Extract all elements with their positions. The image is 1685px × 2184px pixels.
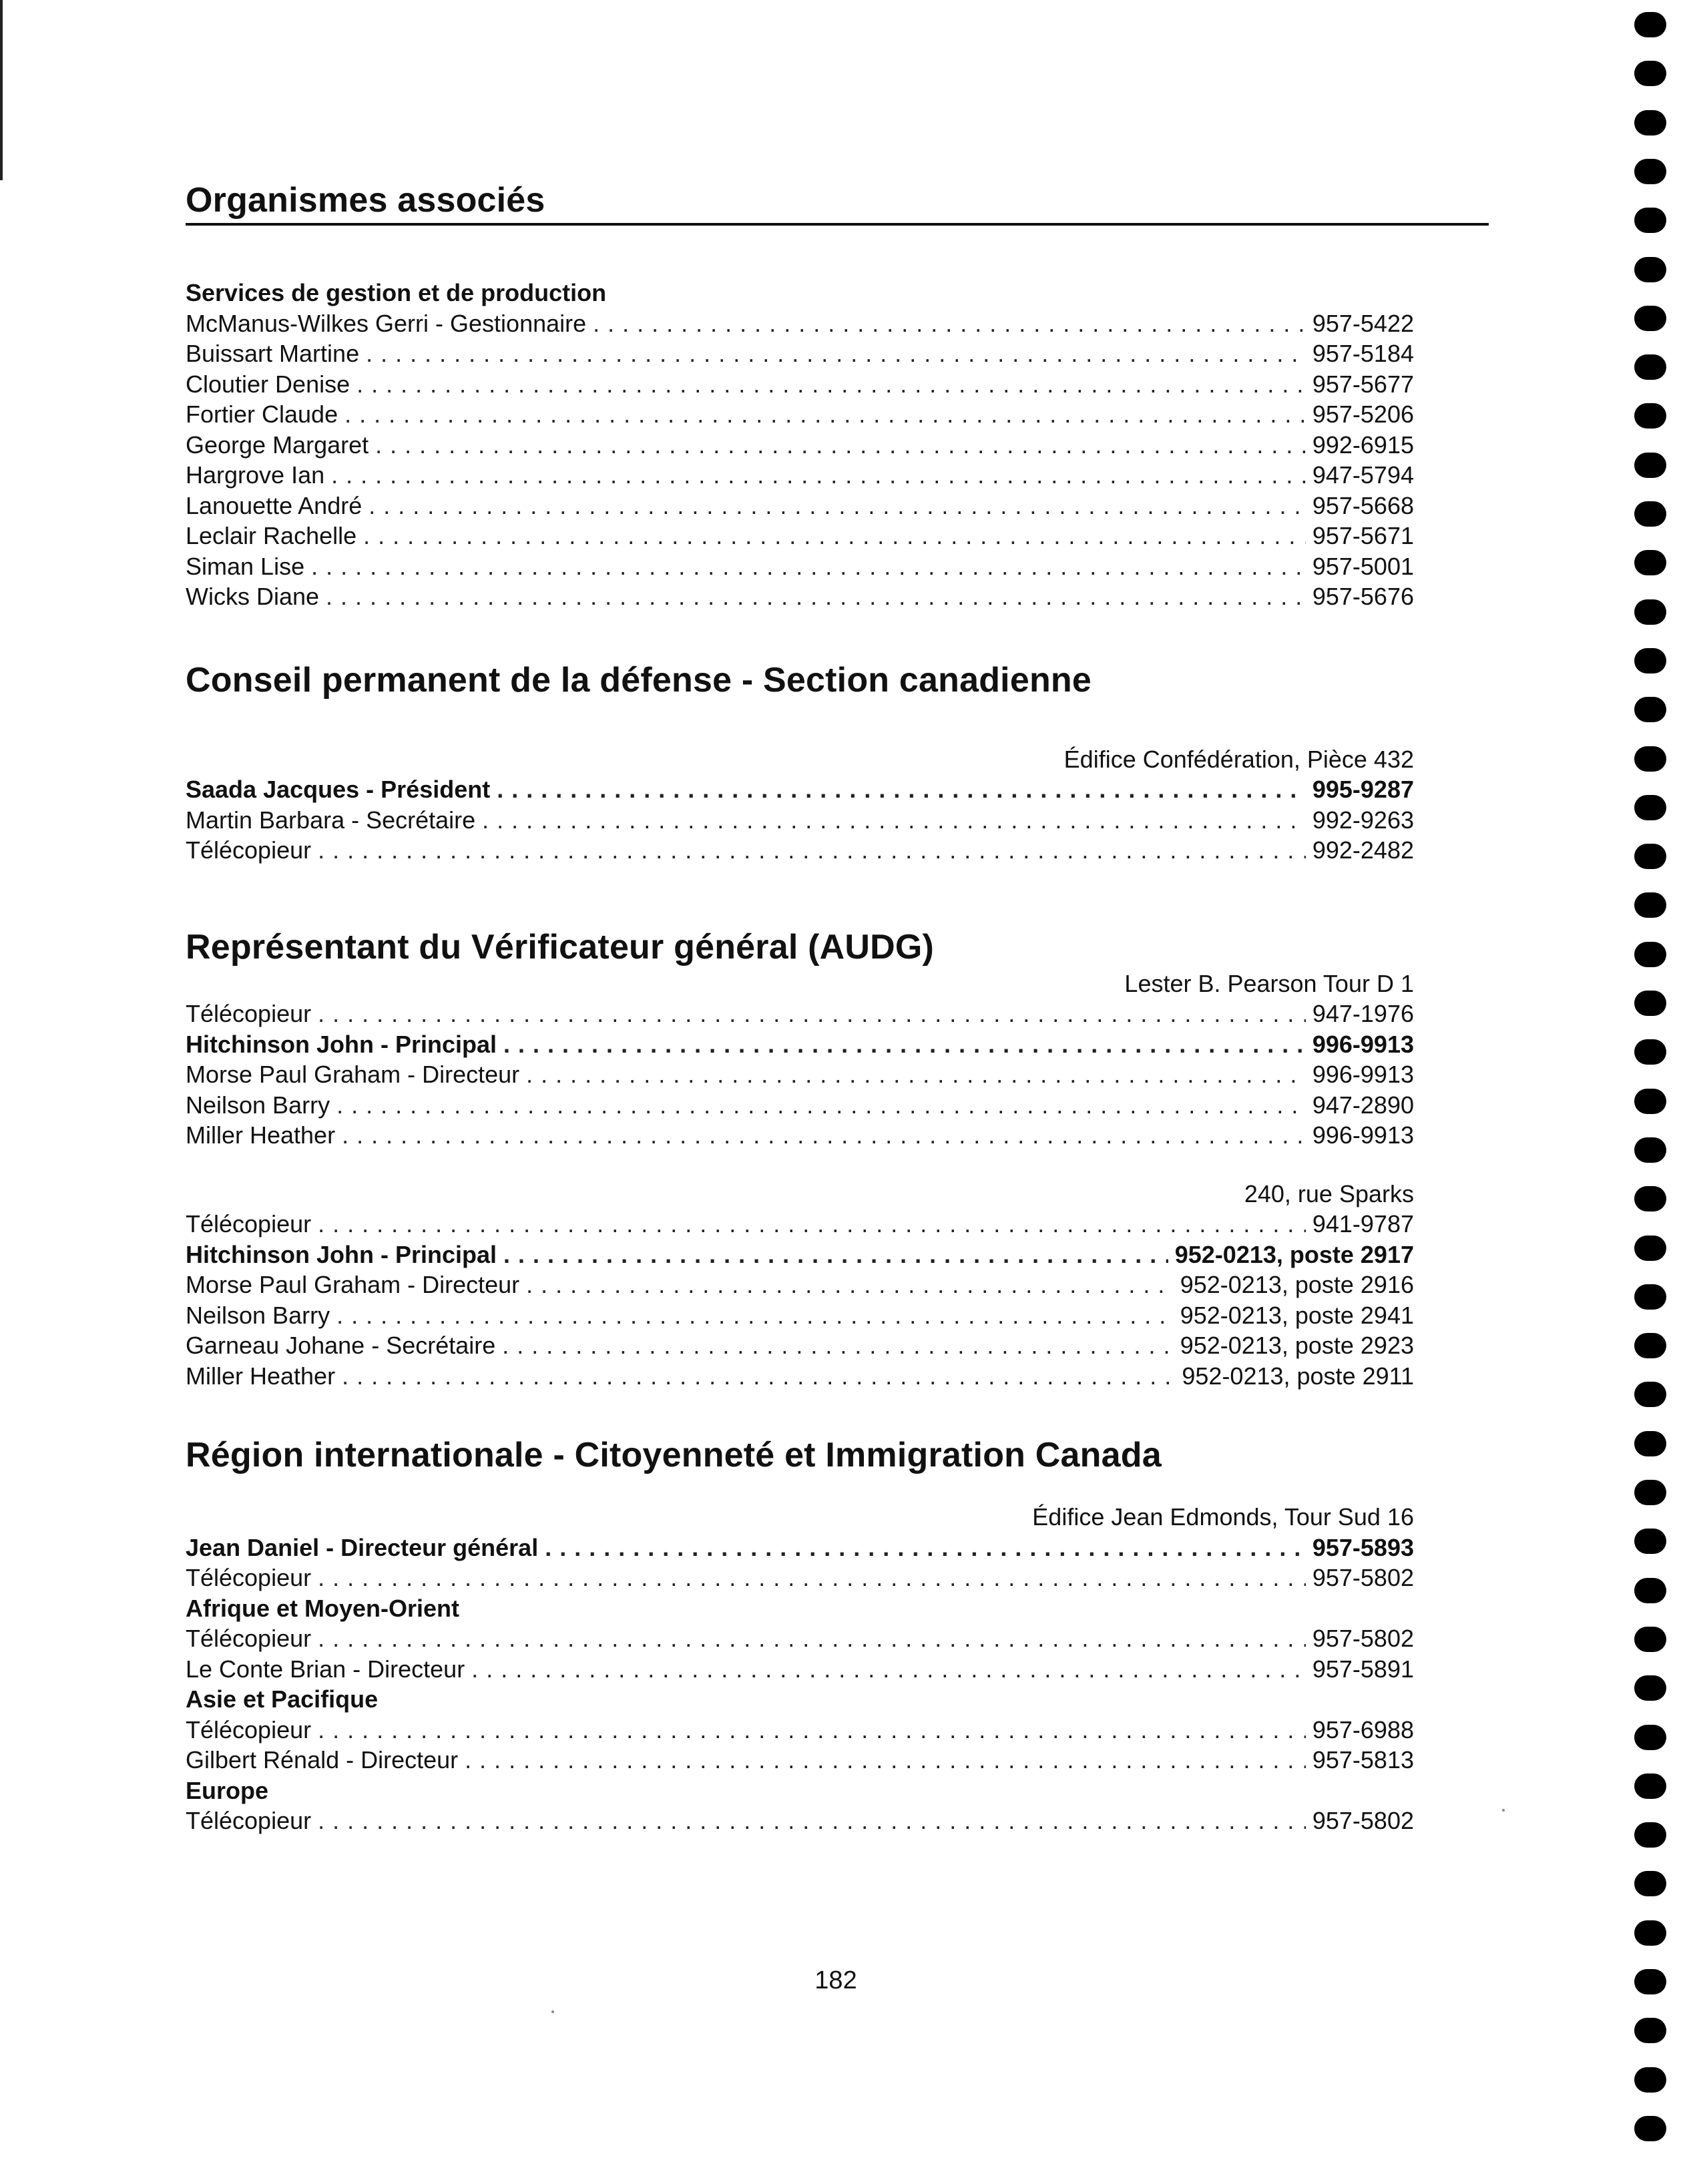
- entry-phone: 952-0213, poste 2911: [1182, 1362, 1414, 1390]
- entry-phone: 957-5671: [1312, 522, 1414, 549]
- office-address: 240, rue Sparks: [1244, 1179, 1414, 1207]
- dot-leader: [318, 999, 1306, 1029]
- directory-entry: [186, 1715, 1414, 1745]
- directory-entry: [186, 1029, 1414, 1060]
- dot-leader: [318, 835, 1306, 866]
- dot-leader: [593, 308, 1306, 339]
- directory-entry: [186, 1654, 1414, 1685]
- dot-leader: [331, 460, 1306, 491]
- entry-phone: 952-0213, poste 2916: [1180, 1271, 1414, 1298]
- entry-group: [186, 278, 1414, 612]
- binding-hole: [1634, 942, 1666, 967]
- page-content: [186, 179, 1414, 1836]
- binding-hole: [1634, 1089, 1666, 1114]
- dot-leader: [545, 1533, 1306, 1563]
- entry-group: [186, 1179, 1414, 1392]
- entry-name: Télécopieur: [186, 1625, 312, 1652]
- entry-phone: 996-9913: [1312, 1061, 1414, 1088]
- binding-hole: [1634, 1822, 1666, 1848]
- entry-group: [186, 1593, 1414, 1685]
- dot-leader: [526, 1059, 1306, 1090]
- entry-name: Télécopieur: [186, 1000, 312, 1027]
- entry-name: Hargrove Ian: [186, 461, 325, 489]
- directory-entry: [186, 430, 1414, 461]
- dot-leader: [366, 338, 1306, 369]
- entry-phone: 957-5891: [1312, 1655, 1414, 1683]
- directory-entry: [186, 1120, 1414, 1151]
- binding-hole: [1634, 599, 1666, 625]
- directory-section: [186, 1434, 1414, 1836]
- binding-hole: [1634, 1236, 1666, 1261]
- directory-entry: [186, 491, 1414, 521]
- entry-phone: 957-5676: [1312, 583, 1414, 610]
- entry-name: Siman Lise: [186, 552, 305, 580]
- directory-entry: [186, 1240, 1414, 1270]
- dot-leader: [375, 430, 1306, 461]
- directory-entry: [186, 399, 1414, 430]
- entry-name: Miller Heather: [186, 1362, 336, 1390]
- binding-hole: [1634, 795, 1666, 820]
- binding-hole: [1634, 1773, 1666, 1799]
- binding-hole: [1634, 991, 1666, 1016]
- entry-phone: 952-0213, poste 2923: [1180, 1332, 1414, 1359]
- entry-phone: 957-5893: [1312, 1533, 1414, 1561]
- entry-phone: 952-0213, poste 2941: [1180, 1301, 1414, 1329]
- binding-hole: [1634, 61, 1666, 86]
- directory-entry: [186, 308, 1414, 339]
- binding-hole: [1634, 12, 1666, 37]
- directory-entry: [186, 1270, 1414, 1300]
- entry-phone: 992-6915: [1312, 431, 1414, 459]
- entry-phone: 952-0213, poste 2917: [1174, 1240, 1414, 1268]
- binding-hole: [1634, 1382, 1666, 1407]
- office-address: Édifice Jean Edmonds, Tour Sud 16: [1032, 1503, 1414, 1531]
- entry-phone: 957-5206: [1312, 400, 1414, 428]
- entry-name: Hitchinson John - Principal: [186, 1240, 497, 1268]
- dot-leader: [336, 1090, 1306, 1121]
- entry-group: [186, 744, 1414, 866]
- entry-group: [186, 1502, 1414, 1593]
- directory-entry: [186, 774, 1414, 805]
- entry-phone: 957-5422: [1312, 309, 1414, 337]
- binding-hole: [1634, 697, 1666, 722]
- entry-name: Gilbert Rénald - Directeur: [186, 1746, 459, 1773]
- directory-entry: [186, 999, 1414, 1029]
- dot-leader: [526, 1270, 1174, 1300]
- entry-phone: 957-5668: [1312, 491, 1414, 519]
- group-subheading: Afrique et Moyen-Orient: [186, 1594, 460, 1622]
- dot-leader: [344, 399, 1306, 430]
- dot-leader: [342, 1120, 1306, 1151]
- dot-leader: [369, 491, 1306, 521]
- binding-hole: [1634, 1333, 1666, 1358]
- entry-name: Morse Paul Graham - Directeur: [186, 1061, 520, 1088]
- binding-hole: [1634, 1578, 1666, 1603]
- directory-entry: [186, 1623, 1414, 1654]
- office-address: Édifice Confédération, Pièce 432: [1063, 745, 1414, 773]
- dot-leader: [465, 1745, 1306, 1776]
- entry-phone: 992-9263: [1312, 806, 1414, 834]
- entry-phone: 947-5794: [1312, 461, 1414, 489]
- directory-entry: [186, 1745, 1414, 1776]
- binding-hole: [1634, 1969, 1666, 1994]
- binding-hole: [1634, 648, 1666, 673]
- directory-entry: [186, 835, 1414, 866]
- directory-entry: [186, 1090, 1414, 1121]
- entry-name: Télécopieur: [186, 1807, 312, 1834]
- dot-leader: [471, 1654, 1306, 1685]
- entry-name: Cloutier Denise: [186, 370, 350, 398]
- entry-name: Morse Paul Graham - Directeur: [186, 1271, 520, 1298]
- binding-hole: [1634, 354, 1666, 380]
- entry-name: Leclair Rachelle: [186, 522, 357, 549]
- entry-phone: 957-5677: [1312, 370, 1414, 398]
- binding-hole: [1634, 1920, 1666, 1946]
- dot-leader: [482, 805, 1306, 836]
- directory-entry: [186, 1330, 1414, 1361]
- dot-leader: [363, 521, 1306, 551]
- entry-name: Wicks Diane: [186, 583, 320, 610]
- entry-phone: 957-5802: [1312, 1625, 1414, 1652]
- dot-leader: [318, 1209, 1306, 1240]
- dot-leader: [318, 1563, 1306, 1593]
- entry-name: Neilson Barry: [186, 1301, 330, 1329]
- entry-name: Miller Heather: [186, 1121, 336, 1149]
- entry-phone: 957-6988: [1312, 1715, 1414, 1743]
- page-number: 182: [814, 1966, 857, 1994]
- entry-phone: 957-5001: [1312, 552, 1414, 580]
- entry-phone: 957-5813: [1312, 1746, 1414, 1773]
- binding-hole: [1634, 1039, 1666, 1065]
- directory-entry: [186, 1300, 1414, 1331]
- directory-entry: [186, 1209, 1414, 1240]
- entry-phone: 957-5802: [1312, 1564, 1414, 1591]
- scan-speck: [1502, 1809, 1505, 1812]
- directory-section: [186, 659, 1414, 866]
- binding-hole: [1634, 746, 1666, 772]
- directory-entry: [186, 521, 1414, 551]
- directory-section: [186, 926, 1414, 1392]
- binding-hole: [1634, 2116, 1666, 2141]
- office-address: Lester B. Pearson Tour D 1: [1124, 969, 1414, 997]
- section-heading: Organismes associés: [186, 179, 1489, 226]
- entry-name: Hitchinson John - Principal: [186, 1030, 497, 1058]
- dot-leader: [318, 1715, 1306, 1745]
- directory-entry: [186, 338, 1414, 369]
- entry-name: Garneau Johane - Secrétaire: [186, 1332, 496, 1359]
- entry-name: Saada Jacques - Président: [186, 776, 491, 803]
- dot-leader: [318, 1623, 1306, 1654]
- left-margin-line: [0, 0, 3, 180]
- scan-speck: [551, 2010, 554, 2013]
- binding-hole: [1634, 1431, 1666, 1456]
- entry-group: [186, 1684, 1414, 1776]
- dot-leader: [356, 369, 1306, 400]
- entry-group: [186, 1776, 1414, 1836]
- entry-name: Télécopieur: [186, 836, 312, 864]
- entry-phone: 957-5184: [1312, 340, 1414, 367]
- binding-hole: [1634, 2018, 1666, 2043]
- entry-name: Buissart Martine: [186, 340, 360, 367]
- entry-name: Fortier Claude: [186, 400, 338, 428]
- binding-hole: [1634, 1284, 1666, 1310]
- spiral-binding: [1634, 12, 1672, 2175]
- directory-entry: [186, 1059, 1414, 1090]
- entry-name: Télécopieur: [186, 1715, 312, 1743]
- entry-name: Jean Daniel - Directeur général: [186, 1533, 539, 1561]
- binding-hole: [1634, 257, 1666, 282]
- directory-entry: [186, 1806, 1414, 1836]
- directory-entry: [186, 1533, 1414, 1563]
- entry-phone: 992-2482: [1312, 836, 1414, 864]
- entry-phone: 995-9287: [1312, 776, 1414, 803]
- binding-hole: [1634, 208, 1666, 233]
- dot-leader: [326, 581, 1306, 612]
- binding-hole: [1634, 1529, 1666, 1554]
- dot-leader: [503, 1029, 1306, 1060]
- dot-leader: [311, 551, 1306, 582]
- binding-hole: [1634, 844, 1666, 869]
- entry-group: [186, 969, 1414, 1151]
- group-subheading: Asie et Pacifique: [186, 1685, 379, 1713]
- entry-name: Lanouette André: [186, 491, 363, 519]
- directory-entry: [186, 1563, 1414, 1593]
- entry-name: Le Conte Brian - Directeur: [186, 1655, 465, 1683]
- entry-name: McManus-Wilkes Gerri - Gestionnaire: [186, 309, 587, 337]
- dot-leader: [336, 1300, 1174, 1331]
- binding-hole: [1634, 1725, 1666, 1750]
- binding-hole: [1634, 1871, 1666, 1896]
- binding-hole: [1634, 159, 1666, 184]
- binding-hole: [1634, 501, 1666, 527]
- binding-hole: [1634, 453, 1666, 478]
- entry-name: Télécopieur: [186, 1210, 312, 1238]
- entry-phone: 947-2890: [1312, 1091, 1414, 1119]
- binding-hole: [1634, 306, 1666, 331]
- dot-leader: [318, 1806, 1306, 1836]
- directory-entry: [186, 1361, 1414, 1392]
- dot-leader: [342, 1361, 1175, 1392]
- group-subheading: Services de gestion et de production: [186, 279, 607, 306]
- dot-leader: [503, 1240, 1168, 1270]
- entry-name: Télécopieur: [186, 1564, 312, 1591]
- directory-entry: [186, 369, 1414, 400]
- binding-hole: [1634, 1480, 1666, 1505]
- directory-entry: [186, 805, 1414, 836]
- entry-phone: 957-5802: [1312, 1807, 1414, 1834]
- entry-phone: 996-9913: [1312, 1030, 1414, 1058]
- entry-phone: 941-9787: [1312, 1210, 1414, 1238]
- entry-phone: 947-1976: [1312, 1000, 1414, 1027]
- binding-hole: [1634, 550, 1666, 575]
- binding-hole: [1634, 110, 1666, 135]
- binding-hole: [1634, 403, 1666, 429]
- binding-hole: [1634, 1186, 1666, 1211]
- binding-hole: [1634, 1627, 1666, 1652]
- entry-name: Martin Barbara - Secrétaire: [186, 806, 476, 834]
- dot-leader: [497, 774, 1306, 805]
- entry-phone: 996-9913: [1312, 1121, 1414, 1149]
- group-subheading: Europe: [186, 1776, 269, 1804]
- directory-entry: [186, 551, 1414, 582]
- binding-hole: [1634, 2067, 1666, 2093]
- dot-leader: [502, 1330, 1173, 1361]
- section-heading: Représentant du Vérificateur général (AUDG): [186, 927, 935, 967]
- binding-hole: [1634, 892, 1666, 918]
- directory-section: [186, 179, 1414, 612]
- binding-hole: [1634, 1137, 1666, 1163]
- entry-name: Neilson Barry: [186, 1091, 330, 1119]
- section-heading: Conseil permanent de la défense - Section canadienne: [186, 660, 1092, 700]
- section-heading: Région internationale - Citoyenneté et Immigration Canada: [186, 1436, 1162, 1474]
- binding-hole: [1634, 1675, 1666, 1701]
- directory-entry: [186, 460, 1414, 491]
- directory-entry: [186, 581, 1414, 612]
- entry-name: George Margaret: [186, 431, 369, 459]
